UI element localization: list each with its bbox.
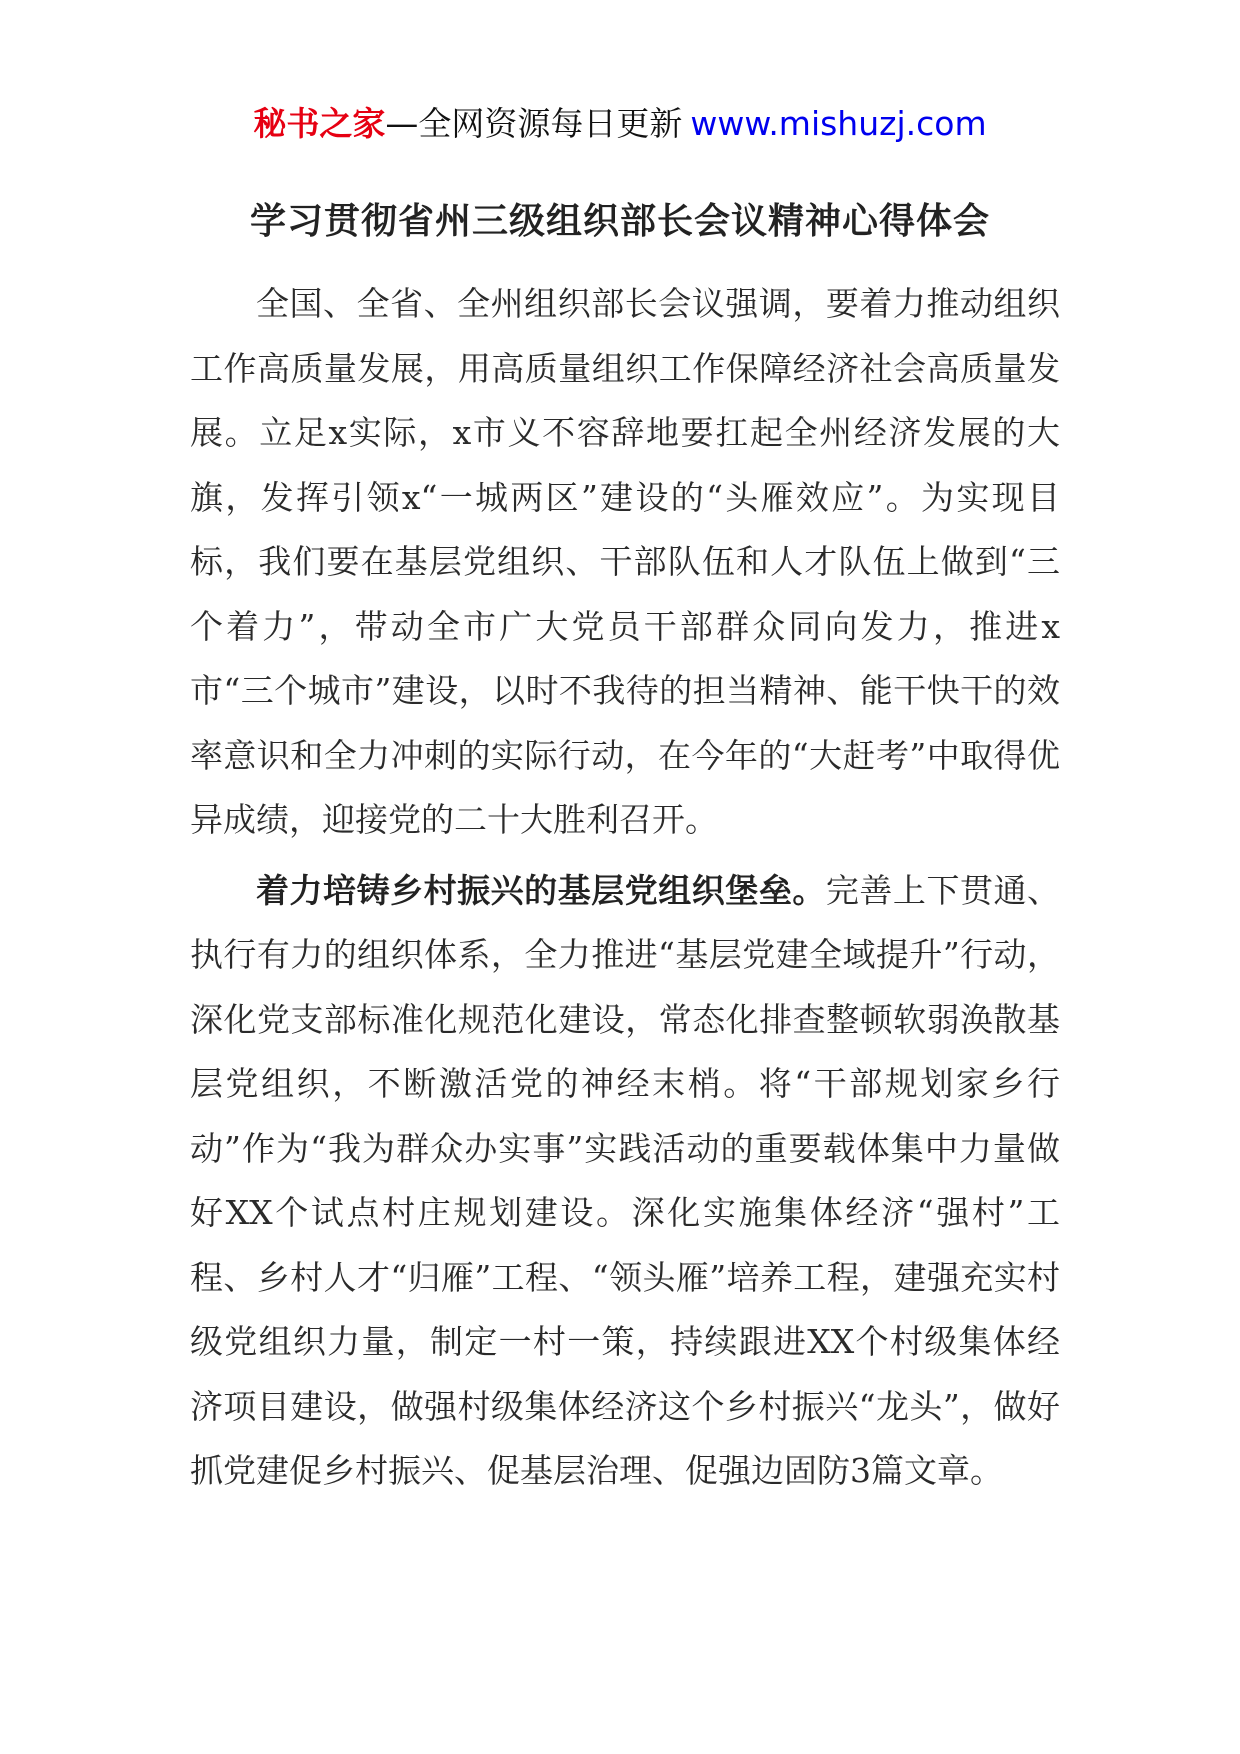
paragraph-text: 完善上下贯通、执行有力的组织体系，全力推进“基层党建全域提升”行动，深化党支部标准化规范化建设，常态化排查整顿软弱涣散基层党组织，不断激活党的神经末梢。将“干部规划家乡行动”作为“我为群众办实事”实践活动的重要载体集中力量做好XX个试点村庄规划建设。深化实施集体经济“强村”工程、乡村人才“归雁”工程、“领头雁”培养工程，建强充实村级党组织力量，制定一村一策，持续跟进XX个村级集体经济项目建设，做强村级集体经济这个乡村振兴“龙头”，做好抓党建促乡村振兴、促基层治理、促强边固防3篇文章。	[190, 870, 1061, 1490]
site-brand: 秘书之家	[253, 104, 386, 143]
document-title: 学习贯彻省州三级组织部长会议精神心得体会	[249, 201, 990, 242]
site-header	[0, 100, 1240, 148]
paragraph-lead: 着力培铸乡村振兴的基层党组织堡垒。	[256, 870, 826, 910]
paragraph-intro	[190, 272, 1060, 853]
document-body	[190, 272, 1060, 1510]
paragraph-section	[190, 859, 1060, 1504]
paragraph-text: 全国、全省、全州组织部长会议强调，要着力推动组织工作高质量发展，用高质量组织工作保障经济社会高质量发展。立足x实际，x市义不容辞地要扛起全州经济发展的大旗，发挥引领x“一城两区”建设的“头雁效应”。为实现目标，我们要在基层党组织、干部队伍和人才队伍上做到“三个着力”，带动全市广大党员干部群众同向发力，推进x市“三个城市”建设，以时不我待的担当精神、能干快干的效率意识和全力冲刺的实际行动，在今年的“大赶考”中取得优异成绩，迎接党的二十大胜利召开。	[190, 284, 1060, 839]
site-tagline: —全网资源每日更新	[385, 104, 683, 143]
site-url-link[interactable]: www.mishuzj.com	[690, 104, 987, 143]
